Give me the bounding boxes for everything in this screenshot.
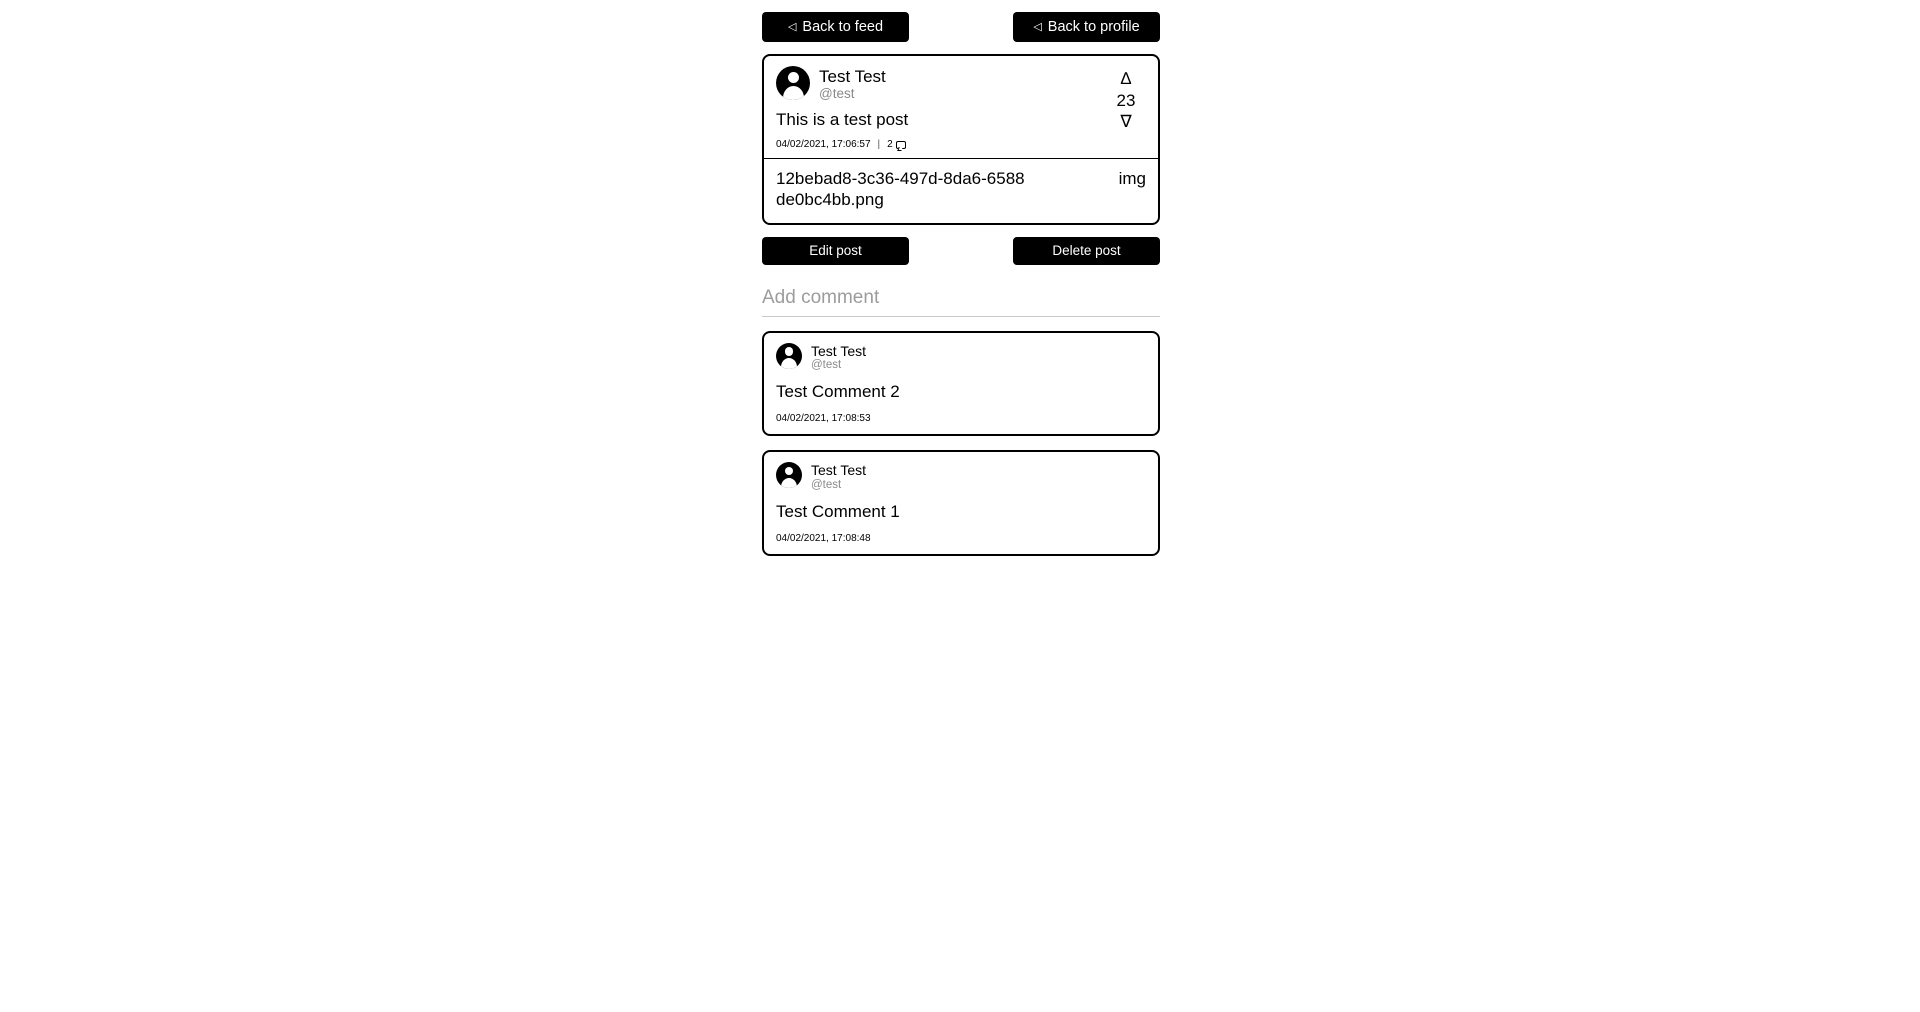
edit-post-button[interactable]: Edit post bbox=[762, 237, 909, 265]
list-item bbox=[762, 450, 1160, 556]
post-author[interactable] bbox=[776, 66, 1098, 101]
avatar bbox=[776, 343, 802, 369]
list-item bbox=[762, 331, 1160, 437]
post-text: This is a test post bbox=[776, 110, 909, 130]
add-comment-input[interactable] bbox=[762, 287, 1160, 317]
back-to-profile-label: Back to profile bbox=[1047, 19, 1140, 35]
author-name: Test Test bbox=[811, 462, 866, 479]
avatar bbox=[776, 462, 802, 488]
post-body bbox=[776, 66, 1098, 150]
upvote-button[interactable]: ∆ bbox=[1120, 69, 1132, 88]
attachment-filename: 12bebad8-3c36-497d-8da6-6588de0bc4bb.png bbox=[776, 169, 1025, 209]
vote-count: 23 bbox=[1116, 90, 1136, 110]
vote-controls bbox=[1106, 66, 1146, 150]
back-to-feed-label: Back to feed bbox=[802, 19, 884, 35]
author-handle: @test bbox=[811, 478, 842, 491]
back-to-profile-button[interactable] bbox=[1013, 12, 1160, 42]
comment-author[interactable] bbox=[776, 462, 1146, 492]
comment-text: Test Comment 1 bbox=[776, 501, 900, 521]
attachment-type-label: img bbox=[1118, 169, 1146, 189]
author-names bbox=[819, 66, 886, 101]
author-name: Test Test bbox=[811, 342, 866, 359]
author-handle: @test bbox=[811, 359, 842, 372]
post-meta bbox=[776, 139, 1098, 150]
downvote-button[interactable]: ∇ bbox=[1120, 112, 1132, 132]
comment-text: Test Comment 2 bbox=[776, 382, 900, 402]
post-attachment[interactable] bbox=[764, 159, 1158, 222]
post-timestamp: 04/02/2021, 17:06:57 bbox=[776, 139, 871, 151]
delete-post-button[interactable]: Delete post bbox=[1013, 237, 1160, 265]
left-triangle-icon: ◁ bbox=[1033, 20, 1042, 33]
author-names bbox=[811, 343, 866, 373]
comment-timestamp: 04/02/2021, 17:08:53 bbox=[776, 413, 871, 425]
top-navigation bbox=[762, 0, 1160, 42]
comment-bubble-icon bbox=[896, 141, 906, 149]
post-card bbox=[762, 54, 1160, 225]
author-names bbox=[811, 462, 866, 492]
back-to-feed-button[interactable] bbox=[762, 12, 909, 42]
comment-author[interactable] bbox=[776, 343, 1146, 373]
author-name: Test Test bbox=[819, 67, 886, 86]
comment-timestamp: 04/02/2021, 17:08:48 bbox=[776, 532, 871, 544]
comment-count-group bbox=[887, 139, 906, 150]
content-column bbox=[762, 0, 1160, 556]
author-handle: @test bbox=[819, 86, 855, 102]
post-main bbox=[764, 56, 1158, 159]
left-triangle-icon: ◁ bbox=[787, 20, 797, 33]
avatar bbox=[776, 66, 810, 100]
post-actions bbox=[762, 237, 1160, 265]
meta-separator: | bbox=[877, 139, 881, 151]
comment-count: 2 bbox=[887, 139, 893, 151]
